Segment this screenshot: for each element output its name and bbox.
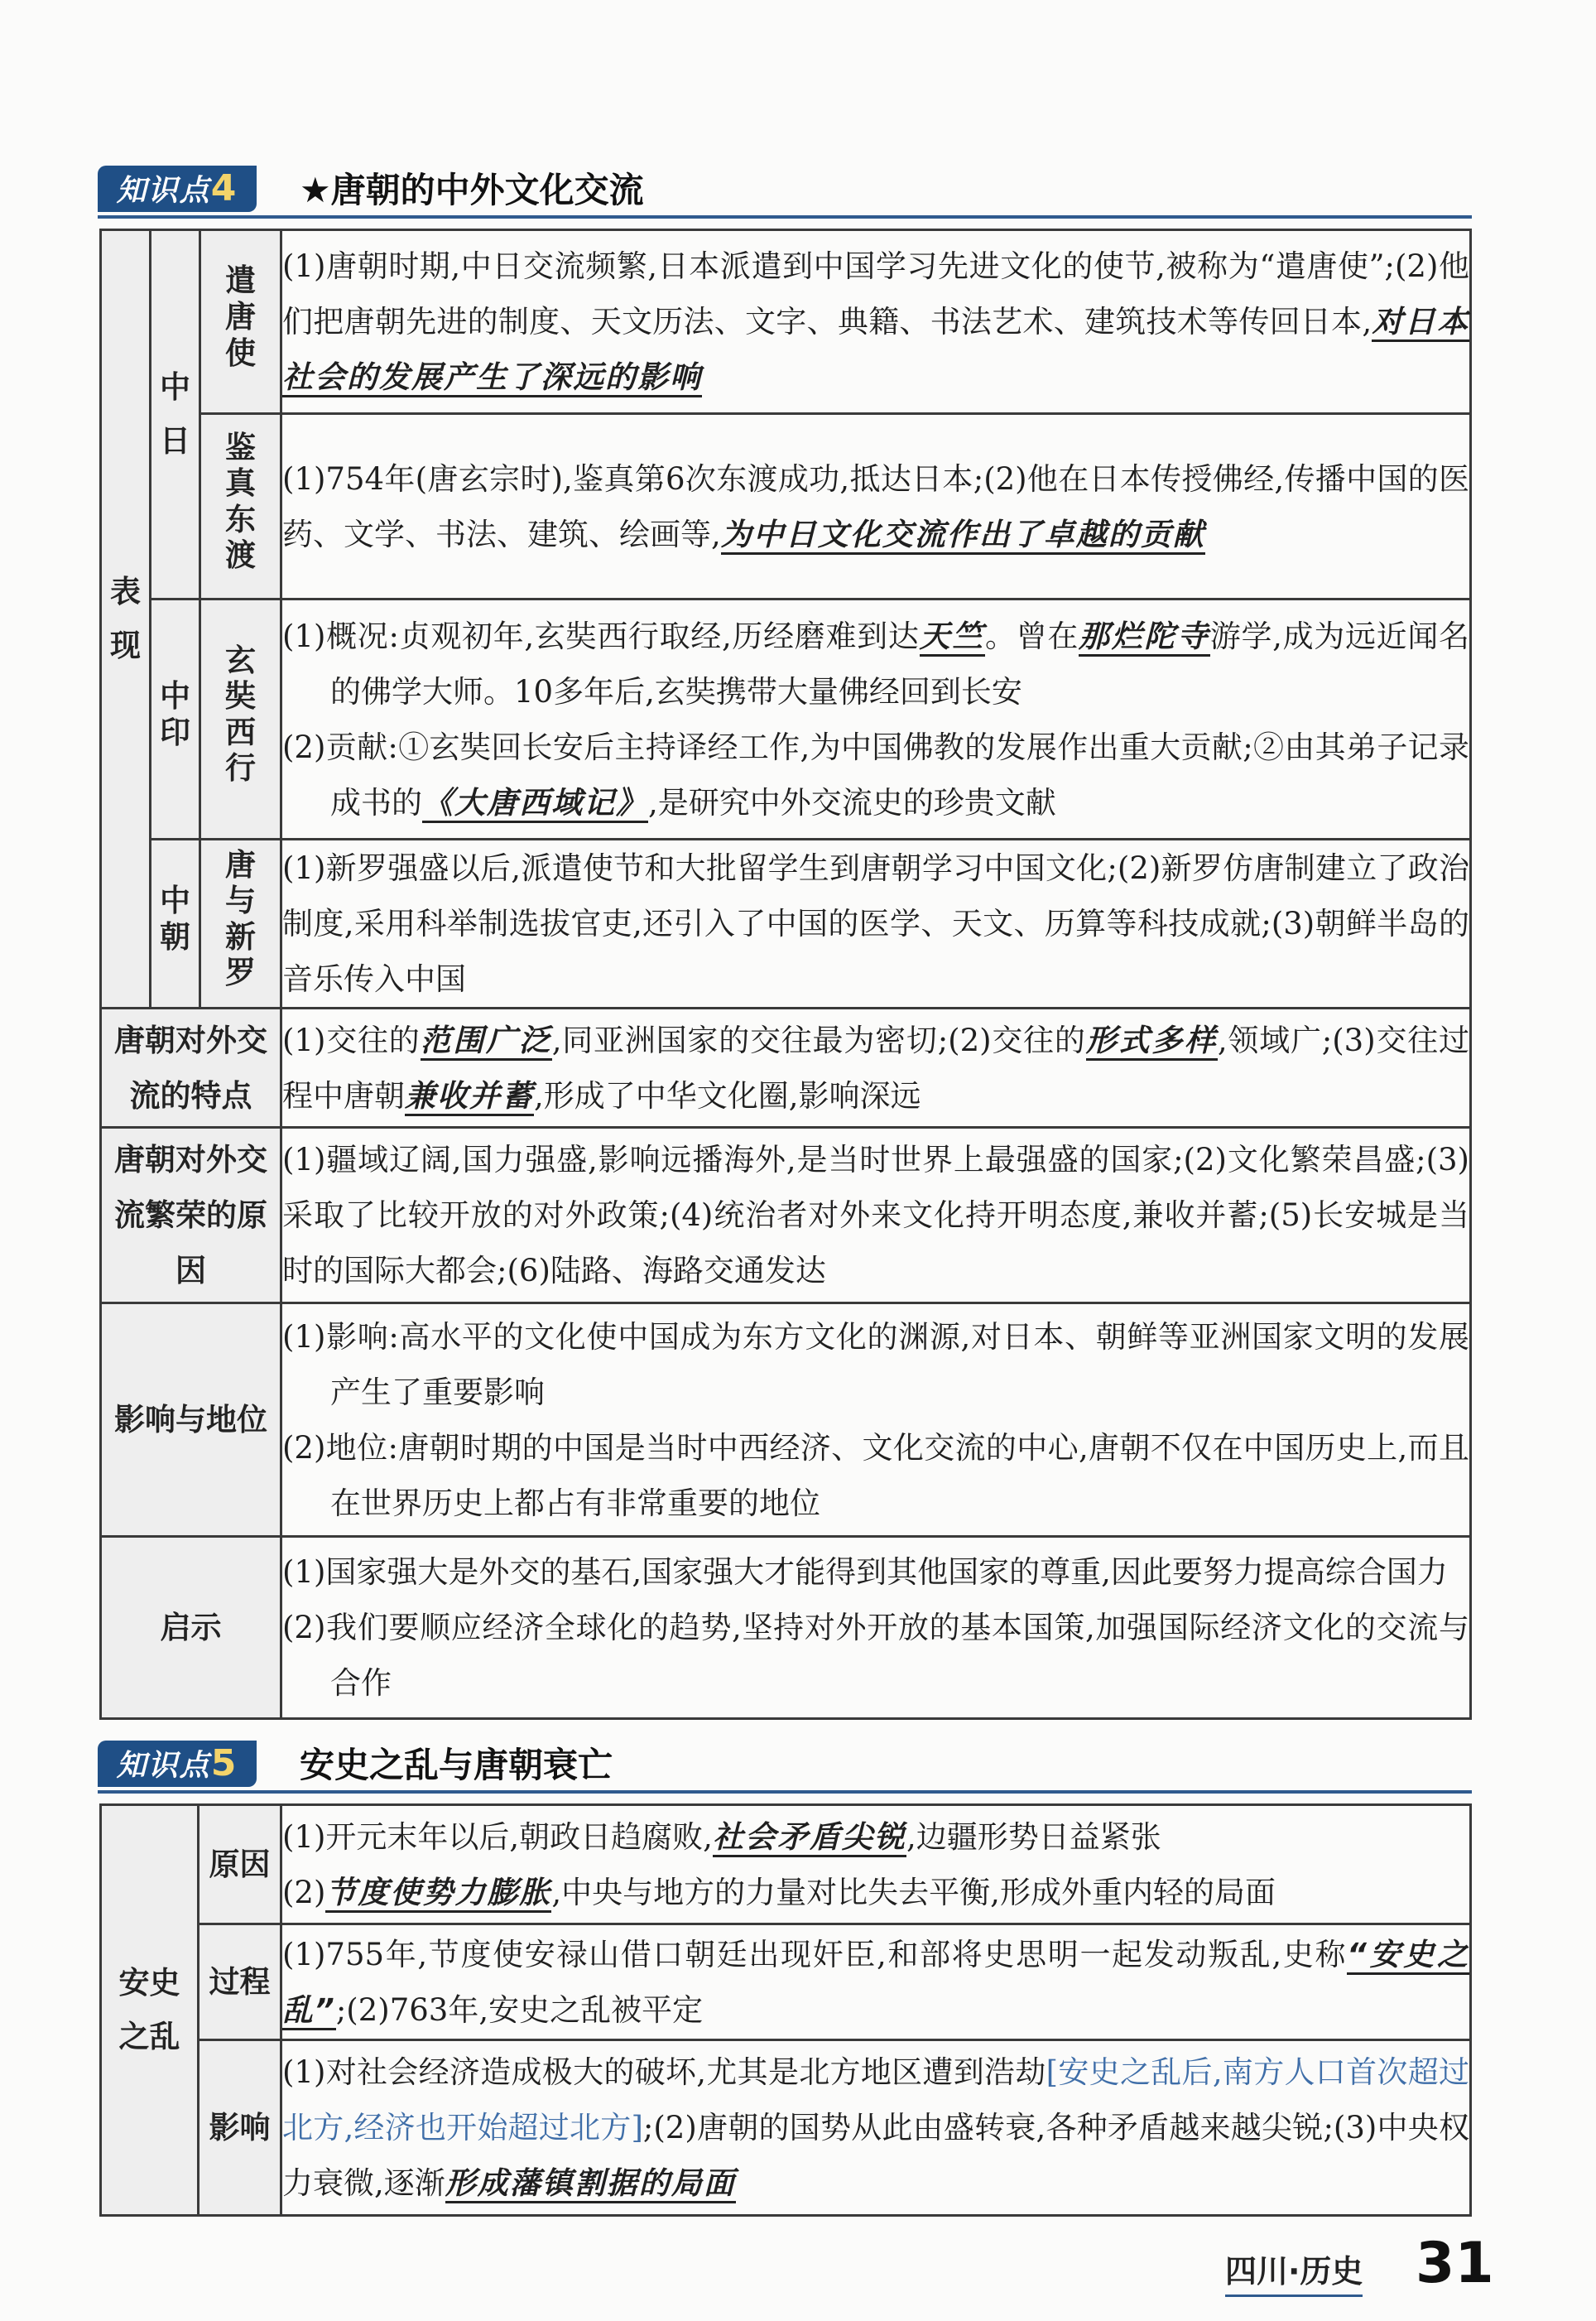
anshi-label: 安史之乱: [101, 1805, 199, 2216]
xuanzang-label: 玄奘西行: [200, 600, 281, 840]
table-row: [101, 2040, 1471, 2216]
kp4-table: [99, 229, 1472, 1720]
xinluo-label: 唐与新罗: [200, 840, 281, 1009]
kp5-yuanyin-item-1: (1)开元末年以后,朝政日趋腐败,社会矛盾尖锐,边疆形势日益紧张: [282, 1809, 1469, 1865]
kp5-yuanyin-label: 原因: [199, 1805, 281, 1924]
qishi-content: [281, 1537, 1471, 1719]
table-row: [101, 1009, 1471, 1128]
zhongri-label: 中日: [151, 230, 200, 600]
table-row: [101, 230, 1471, 414]
jianzhen-label: 鉴真东渡: [200, 414, 281, 600]
table-row: [101, 414, 1471, 600]
yingxiang-label: 影响与地位: [101, 1303, 281, 1537]
page-footer: [1225, 2226, 1494, 2300]
kp5-guocheng-label: 过程: [199, 1924, 281, 2040]
xuanzang-content: [281, 600, 1471, 840]
table-row: [101, 1924, 1471, 2040]
table-row: [101, 840, 1471, 1009]
kp5-yingxiang-label: 影响: [199, 2040, 281, 2216]
kp5-table: [99, 1803, 1472, 2217]
yingxiang-item-1: (1)影响:高水平的文化使中国成为东方文化的渊源,对日本、朝鲜等亚洲国家文明的发展产生了重要影响: [282, 1318, 1469, 1410]
kp5-badge-number: 5: [210, 1742, 238, 1784]
kp5-badge: [98, 1741, 257, 1787]
jianzhen-content: (1)754年(唐玄宗时),鉴真第6次东渡成功,抵达日本;(2)他在日本传授佛经,传播中国的医药、文学、书法、建筑、绘画等,为中日文化交流作出了卓越的贡献: [281, 414, 1471, 600]
yingxiang-content: [281, 1303, 1471, 1537]
kp5-yuanyin-content: [281, 1805, 1471, 1924]
table-row: [101, 1303, 1471, 1537]
kp5-title: 安史之乱与唐朝衰亡: [300, 1745, 613, 1785]
table-row: [101, 1805, 1471, 1924]
table-row: [101, 1537, 1471, 1719]
tedian-label: 唐朝对外交流的特点: [101, 1009, 281, 1128]
key-point-highlight: 为中日文化交流作出了卓越的贡献: [721, 517, 1205, 555]
table-row: [101, 600, 1471, 840]
xuanzang-item-1: (1)概况:贞观初年,玄奘西行取经,历经磨难到达天竺。曾在那烂陀寺游学,成为远近闻名的佛学大师。10多年后,玄奘携带大量佛经回到长安: [282, 618, 1470, 710]
zhongchao-label: 中朝: [151, 840, 200, 1009]
province-subject-label: 四川·历史: [1225, 2246, 1363, 2297]
qishi-item-1: (1)国家强大是外交的基石,国家强大才能得到其他国家的尊重,因此要努力提高综合国力: [282, 1554, 1448, 1590]
qishi-label: 启示: [101, 1537, 281, 1719]
kp5-guocheng-content: (1)755年,节度使安禄山借口朝廷出现奸臣,和部将史思明一起发动叛乱,史称“安史之乱”;(2)763年,安史之乱被平定: [281, 1924, 1471, 2040]
xuanzang-item-2: (2)贡献:①玄奘回长安后主持译经工作,为中国佛教的发展作出重大贡献;②由其弟子记录成书的《大唐西域记》,是研究中外交流史的珍贵文献: [282, 720, 1469, 831]
kp5-heading: [98, 1737, 1472, 1794]
yuanyin-content: (1)疆域辽阔,国力强盛,影响远播海外,是当时世界上最强盛的国家;(2)文化繁荣昌盛;(3)采取了比较开放的对外政策;(4)统治者对外来文化持开明态度,兼收并蓄;(5)长安城是当时的国际大都会;(6)陆路、海路交通发达: [281, 1128, 1471, 1303]
qiantangshi-label: 遣唐使: [200, 230, 281, 414]
kp5-badge-text: 知识点: [116, 1749, 211, 1783]
kp4-badge-text: 知识点: [116, 174, 211, 208]
xinluo-content: (1)新罗强盛以后,派遣使节和大批留学生到唐朝学习中国文化;(2)新罗仿唐制建立了政治制度,采用科举制选拔官吏,还引入了中国的医学、天文、历算等科技成就;(3)朝鲜半岛的音乐传入中国: [281, 840, 1471, 1009]
kp4-badge-number: 4: [210, 167, 238, 209]
yingxiang-item-2: (2)地位:唐朝时期的中国是当时中西经济、文化交流的中心,唐朝不仅在中国历史上,而且在世界历史上都占有非常重要的地位: [282, 1429, 1469, 1521]
page-number: 31: [1416, 2231, 1494, 2296]
kp5-yingxiang-content: (1)对社会经济造成极大的破坏,尤其是北方地区遭到浩劫[安史之乱后,南方人口首次超过北方,经济也开始超过北方];(2)唐朝的国势从此由盛转衰,各种矛盾越来越尖锐;(3)中央权力衰微,逐渐形成藩镇割据的局面: [281, 2040, 1471, 2216]
qishi-item-2: (2)我们要顺应经济全球化的趋势,坚持对外开放的基本国策,加强国际经济文化的交流与合作: [282, 1610, 1469, 1701]
tedian-content: (1)交往的范围广泛,同亚洲国家的交往最为密切;(2)交往的形式多样,领域广;(3)交往过程中唐朝兼收并蓄,形成了中华文化圈,影响深远: [281, 1009, 1471, 1128]
zhongyin-label: 中印: [151, 600, 200, 840]
yuanyin-label: 唐朝对外交流繁荣的原因: [101, 1128, 281, 1303]
qiantangshi-content: (1)唐朝时期,中日交流频繁,日本派遣到中国学习先进文化的使节,被称为“遣唐使”;(2)他们把唐朝先进的制度、天文历法、文字、典籍、书法艺术、建筑技术等传回日本,对日本社会的发展产生了深远的影响: [281, 230, 1471, 414]
kp4-title: ★唐朝的中外文化交流: [300, 170, 644, 210]
table-row: [101, 1128, 1471, 1303]
kp5-yuanyin-item-2: (2)节度使势力膨胀,中央与地方的力量对比失去平衡,形成外重内轻的局面: [282, 1865, 1469, 1920]
biaoxian-label: 表现: [101, 230, 151, 1009]
annotation-note: [安史之乱后,南方人口首次超过北方,经济也开始超过北方]: [282, 2054, 1469, 2145]
kp4-heading: [98, 162, 1472, 219]
kp4-badge: [98, 166, 257, 212]
key-point-highlight: 对日本社会的发展产生了深远的影响: [282, 304, 1469, 397]
